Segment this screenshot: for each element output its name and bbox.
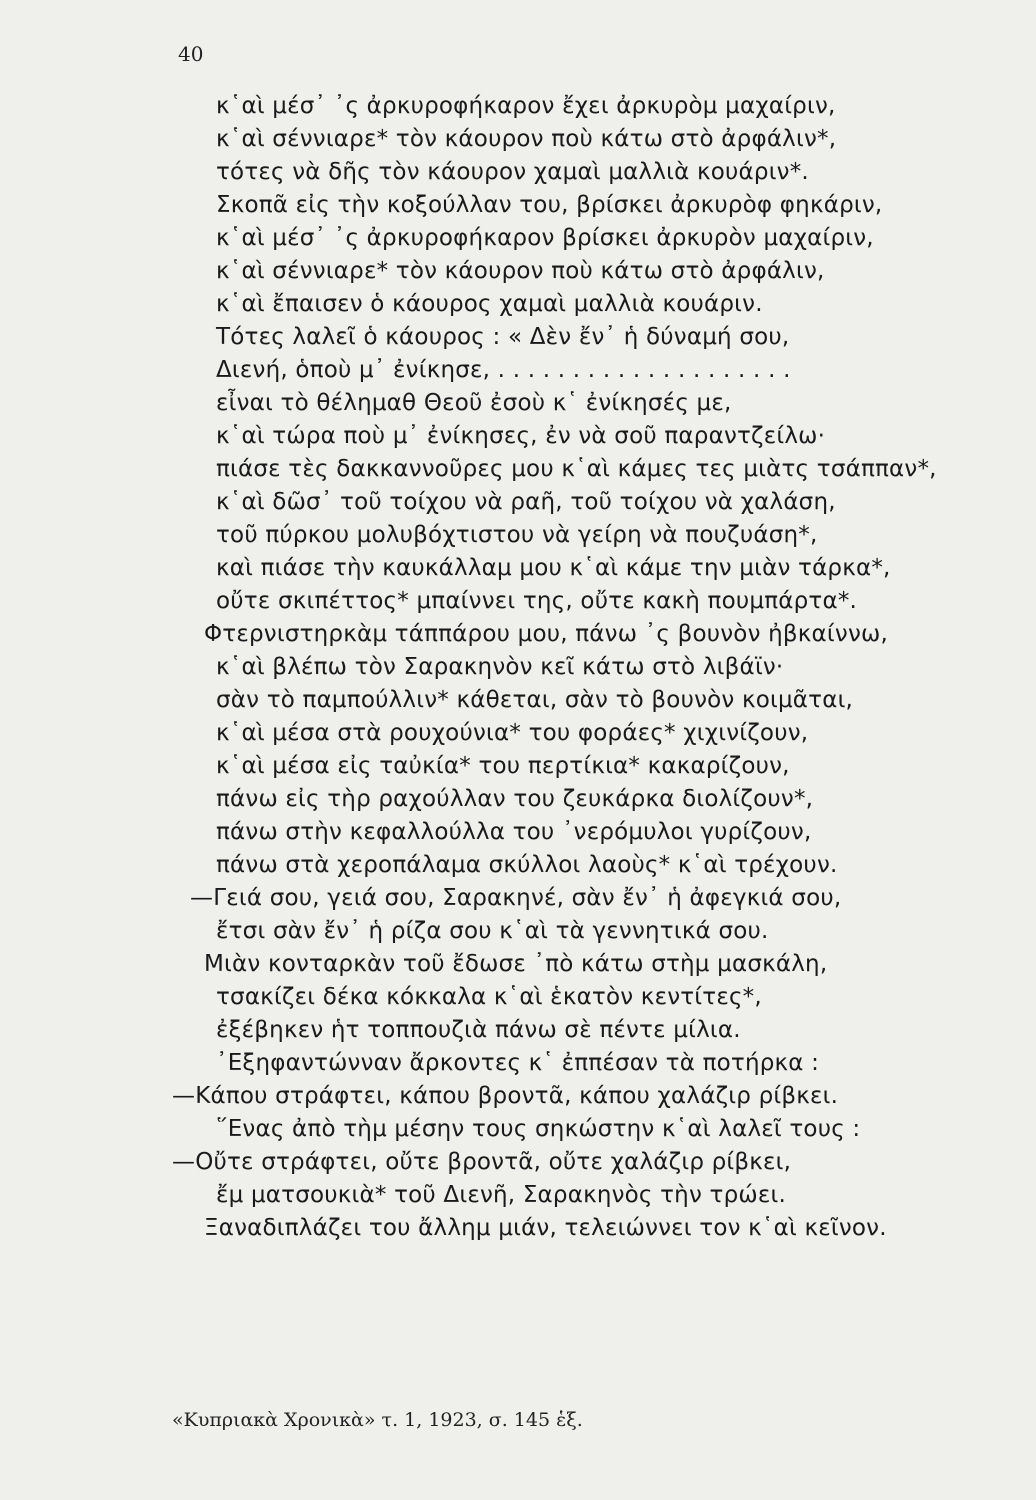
poem-line: πιάσε τὲς δακκαννοῦρες μου κ῾αὶ κάμες τες μιὰτς τσάππαν*, — [216, 456, 937, 482]
poem-line: κ῾αὶ βλέπω τὸν Σαρακηνὸν κεῖ κάτω στὸ λιβάϊν· — [216, 654, 784, 680]
source-citation: «Κυπριακὰ Χρονικὰ» τ. 1, 1923, σ. 145 ἑξ. — [172, 1409, 583, 1431]
poem-line: κ῾αὶ μέσ᾿ ᾿ς ἀρκυροφήκαρον ἔχει ἀρκυρὸμ μαχαίριν, — [216, 93, 836, 119]
poem-line: τοῦ πύρκου μολυβόχτιστου νὰ γείρη νὰ πουζυάση*, — [216, 522, 818, 548]
poem-line: πάνω στὴν κεφαλλούλλα του ᾿νερόμυλοι γυρίζουν, — [216, 819, 812, 845]
poem-line: κ῾αὶ μέσα εἰς ταὐκία* του περτίκια* κακαρίζουν, — [216, 753, 790, 779]
poem-line: κ῾αὶ σέννιαρε* τὸν κάουρον ποὺ κάτω στὸ ἀρφάλιν, — [216, 258, 825, 284]
poem-line: Μιὰν κονταρκὰν τοῦ ἔδωσε ᾿πὸ κάτω στὴμ μασκάλη, — [204, 951, 828, 977]
poem-line: ῞Ενας ἀπὸ τὴμ μέσην τους σηκώστην κ῾αὶ λαλεῖ τους : — [216, 1116, 861, 1142]
poem-line: τότες νὰ δῆς τὸν κάουρον χαμαὶ μαλλιὰ κουάριν*. — [216, 159, 809, 185]
poem-line: ἔτσι σὰν ἔν᾿ ἡ ρίζα σου κ῾αὶ τὰ γεννητικά σου. — [216, 918, 769, 944]
poem-line: ᾿Εξηφαντώνναν ἄρκοντες κ῾ ἐππέσαν τὰ ποτήρκα : — [216, 1050, 820, 1076]
poem-line: —Γειά σου, γειά σου, Σαρακηνέ, σὰν ἔν᾿ ἡ ἀφεγκιά σου, — [190, 885, 842, 911]
poem-line: πάνω στὰ χεροπάλαμα σκύλλοι λαοὺς* κ῾αὶ τρέχουν. — [216, 852, 838, 878]
poem-line: κ῾αὶ τώρα ποὺ μ᾿ ἐνίκησες, ἐν νὰ σοῦ παραντζείλω· — [216, 423, 826, 449]
poem-line: Σκοπᾶ εἰς τὴν κοξούλλαν του, βρίσκει ἀρκυρὸφ φηκάριν, — [216, 192, 883, 218]
poem-text — [172, 90, 972, 1245]
poem-line: Ξαναδιπλάζει του ἄλλημ μιάν, τελειώννει τον κ῾αὶ κεῖνον. — [204, 1215, 887, 1241]
poem-line: σὰν τὸ παμπούλλιν* κάθεται, σὰν τὸ βουνὸν κοιμᾶται, — [216, 687, 854, 713]
poem-line: κ῾αὶ δῶσ᾿ τοῦ τοίχου νὰ ραῆ, τοῦ τοίχου νὰ χαλάση, — [216, 489, 836, 515]
poem-line: πάνω εἰς τὴρ ραχούλλαν του ζευκάρκα διολίζουν*, — [216, 786, 814, 812]
poem-line: Τότες λαλεῖ ὁ κάουρος : « Δὲν ἔν᾿ ἡ δύναμή σου, — [216, 324, 790, 350]
poem-line: —Κάπου στράφτει, κάπου βροντᾶ, κάπου χαλάζιρ ρίβκει. — [172, 1083, 839, 1109]
page-number: 40 — [178, 42, 204, 66]
poem-line: κ῾αὶ μέσα στὰ ρουχούνια* του φοράες* χιχινίζουν, — [216, 720, 809, 746]
poem-line: κ῾αὶ σέννιαρε* τὸν κάουρον ποὺ κάτω στὸ ἀρφάλιν*, — [216, 126, 837, 152]
poem-line: —Οὔτε στράφτει, οὔτε βροντᾶ, οὔτε χαλάζιρ ρίβκει, — [172, 1149, 792, 1175]
poem-line: κ῾αὶ ἔπαισεν ὁ κάουρος χαμαὶ μαλλιὰ κουάριν. — [216, 291, 763, 317]
poem-line: ἐξέβηκεν ἡτ τοππουζιὰ πάνω σὲ πέντε μίλια. — [216, 1017, 741, 1043]
poem-line: καὶ πιάσε τὴν καυκάλλαμ μου κ῾αὶ κάμε την μιὰν τάρκα*, — [216, 555, 891, 581]
poem-line: οὔτε σκιπέττος* μπαίννει της, οὔτε κακὴ πουμπάρτα*. — [216, 588, 858, 614]
poem-line: εἶναι τὸ θέλημαθ Θεοῦ ἐσοὺ κ῾ ἐνίκησές με, — [216, 390, 732, 416]
poem-line: Φτερνιστηρκὰμ τάππάρου μου, πάνω ᾿ς βουνὸν ἠβκαίννω, — [204, 621, 888, 647]
poem-line: κ῾αὶ μέσ᾿ ᾿ς ἀρκυροφήκαρον βρίσκει ἀρκυρὸν μαχαίριν, — [216, 225, 874, 251]
poem-line: τσακίζει δέκα κόκκαλα κ῾αὶ ἑκατὸν κεντίτες*, — [216, 984, 762, 1010]
poem-line: ἔμ ματσουκιὰ* τοῦ Διενῆ, Σαρακηνὸς τὴν τρώει. — [216, 1182, 786, 1208]
poem-line: Διενή, ὁποὺ μ᾿ ἐνίκησε, . . . . . . . . . . . . . . . . . . . . — [216, 357, 791, 383]
